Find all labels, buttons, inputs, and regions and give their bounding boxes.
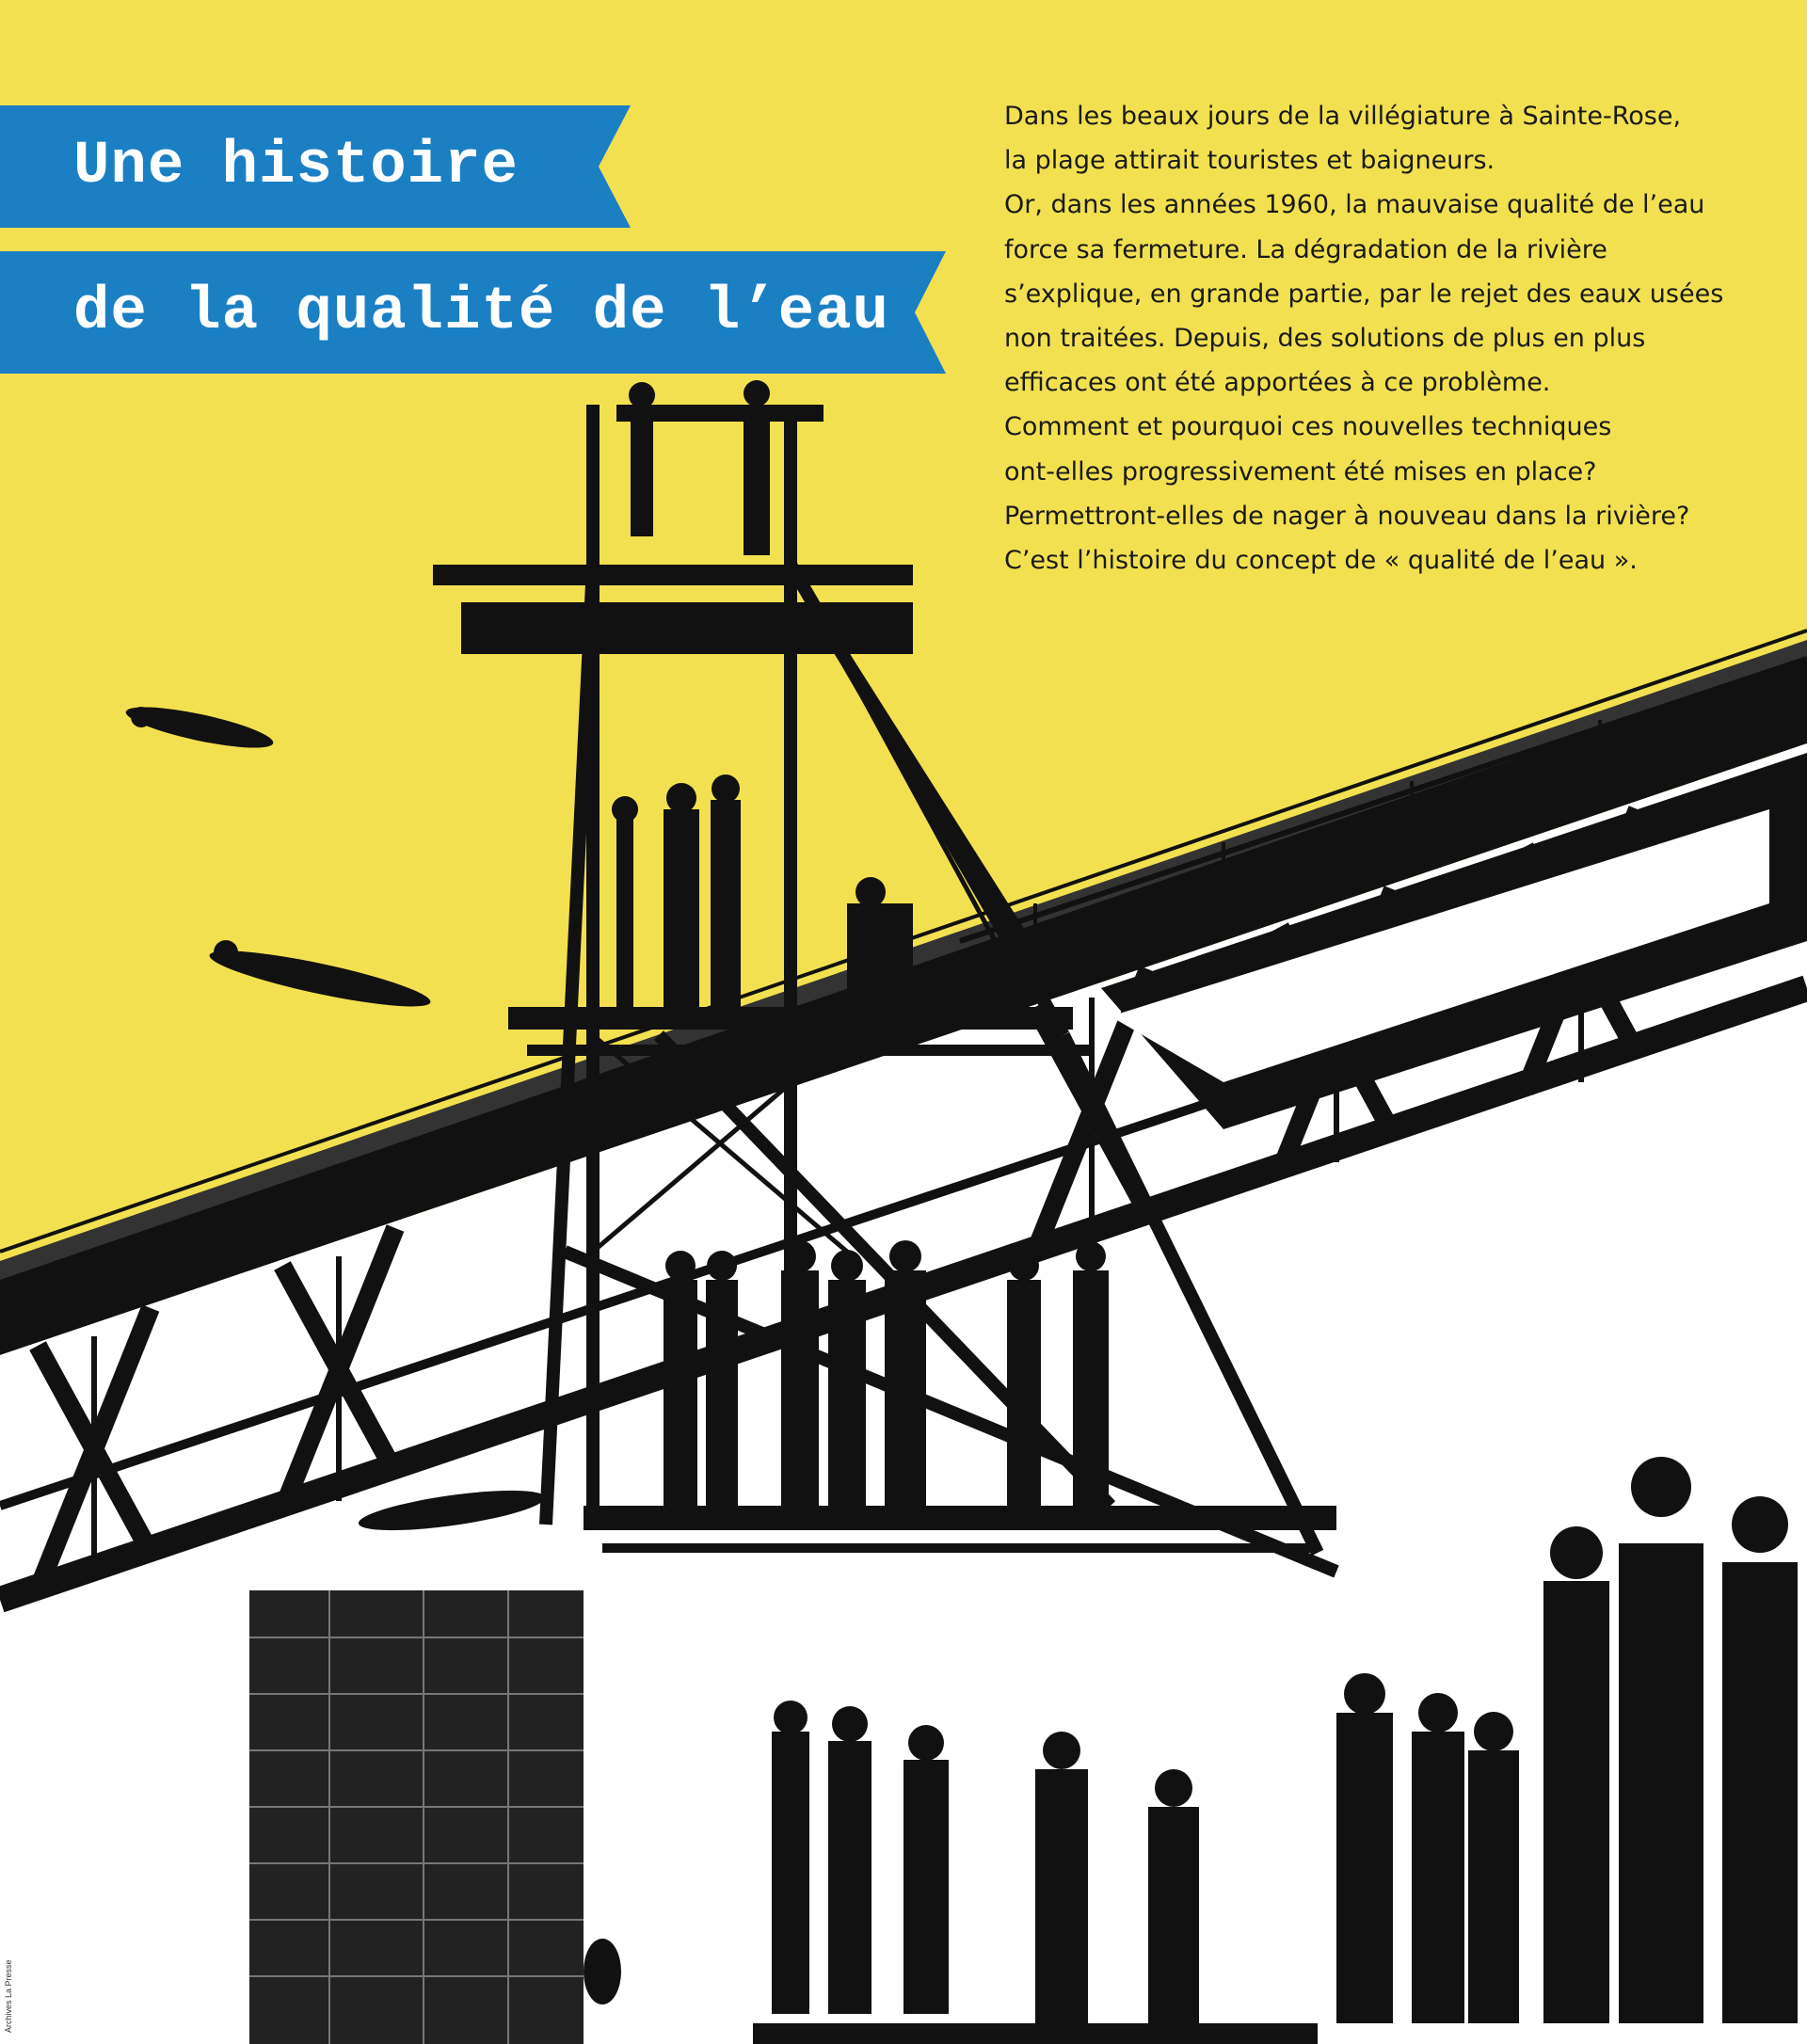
page-title-line1: Une histoire xyxy=(73,133,519,200)
intro-line: efficaces ont été apportées à ce problème. xyxy=(1004,368,1551,398)
intro-line: Or, dans les années 1960, la mauvaise qualité de l’eau xyxy=(1004,190,1705,220)
intro-line: s’explique, en grande partie, par le rejet des eaux usées xyxy=(1004,279,1724,309)
intro-line: Comment et pourquoi ces nouvelles techniques xyxy=(1004,412,1612,442)
intro-line: Permettront-elles de nager à nouveau dans la rivière? xyxy=(1004,501,1690,531)
intro-line: non traitées. Depuis, des solutions de plus en plus xyxy=(1004,324,1646,354)
title-banner-line2 xyxy=(0,251,946,374)
intro-paragraph xyxy=(1004,94,1748,583)
intro-line: C’est l’histoire du concept de « qualité de l’eau ». xyxy=(1004,546,1638,576)
intro-line: la plage attirait touristes et baigneurs. xyxy=(1004,146,1495,176)
photo-credit xyxy=(4,1959,19,2033)
page-title-line2: de la qualité de l’eau xyxy=(73,279,889,346)
intro-line: Dans les beaux jours de la villégiature à Sainte-Rose, xyxy=(1004,102,1682,131)
photo-credit-text: Archives La Presse xyxy=(4,1959,13,2033)
intro-line: force sa fermeture. La dégradation de la rivière xyxy=(1004,234,1607,264)
intro-line: ont-elles progressivement été mises en place? xyxy=(1004,456,1597,487)
title-banner-line1 xyxy=(0,105,631,228)
